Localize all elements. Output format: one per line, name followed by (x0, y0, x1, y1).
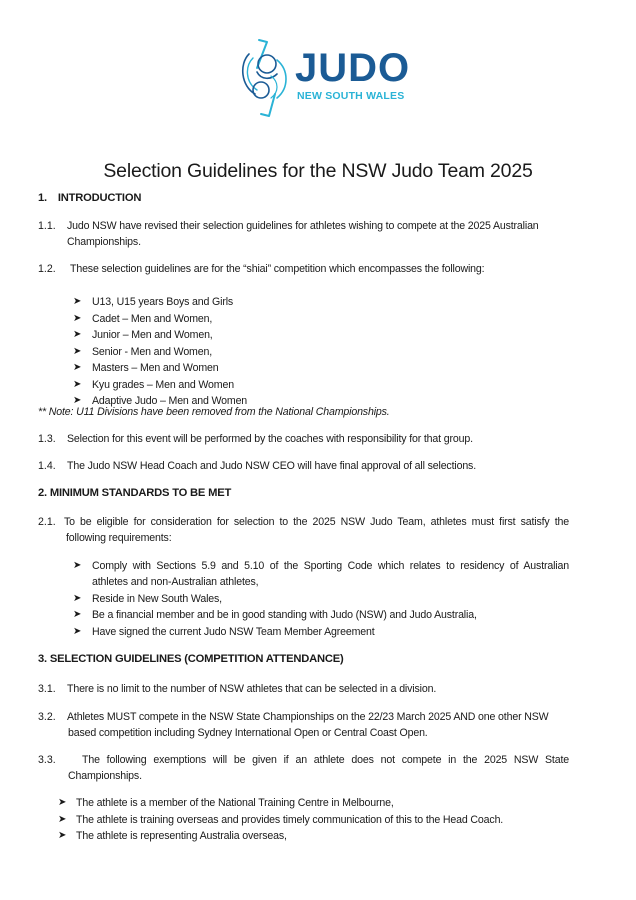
section-1-number: 1. (38, 192, 47, 204)
item-number: 1.4. (38, 460, 56, 472)
page-title: Selection Guidelines for the NSW Judo Team 2025 (103, 160, 533, 182)
section-3-heading: 3. SELECTION GUIDELINES (COMPETITION ATTENDANCE) (38, 653, 344, 665)
arrow-bullet-icon: ➤ (73, 379, 82, 390)
judo-nsw-logo (235, 36, 411, 120)
paragraph-line: based competition including Sydney International Open or Central Coast Open. (68, 727, 428, 739)
paragraph-line: following requirements: (66, 532, 172, 544)
list-item: The athlete is representing Australia overseas, (76, 830, 287, 842)
list-item: Kyu grades – Men and Women (92, 379, 234, 391)
section-2-heading: 2. MINIMUM STANDARDS TO BE MET (38, 487, 232, 499)
arrow-bullet-icon: ➤ (73, 296, 82, 307)
list-item: Be a financial member and be in good standing with Judo (NSW) and Judo Australia, (92, 609, 477, 621)
paragraph-line: The Judo NSW Head Coach and Judo NSW CEO will have final approval of all selections. (67, 460, 476, 472)
paragraph-line: Selection for this event will be performed by the coaches with responsibility for that group. (67, 433, 473, 445)
item-number: 3.3. (38, 754, 56, 766)
arrow-bullet-icon: ➤ (73, 362, 82, 373)
paragraph-line: The following exemptions will be given if an athlete does not compete in the 2025 NSW State (82, 754, 569, 766)
paragraph-line: Championships. (68, 770, 142, 782)
paragraph-line: Judo NSW have revised their selection guidelines for athletes wishing to compete at the 2025 Australian (67, 220, 539, 232)
arrow-bullet-icon: ➤ (73, 593, 82, 604)
list-item: Senior - Men and Women, (92, 346, 213, 358)
arrow-bullet-icon: ➤ (73, 560, 82, 571)
item-number: 1.3. (38, 433, 56, 445)
arrow-bullet-icon: ➤ (73, 313, 82, 324)
arrow-bullet-icon: ➤ (73, 626, 82, 637)
item-number: 2.1. (38, 516, 56, 528)
list-item: U13, U15 years Boys and Girls (92, 296, 234, 308)
item-number: 3.1. (38, 683, 56, 695)
note-text: ** Note: U11 Divisions have been removed from the National Championships. (38, 406, 390, 418)
item-number: 1.2. (38, 263, 56, 275)
list-item: Comply with Sections 5.9 and 5.10 of the Sporting Code which relates to residency of Australian (92, 560, 569, 572)
list-item: Masters – Men and Women (92, 362, 219, 374)
paragraph-line: Championships. (67, 236, 141, 248)
paragraph-line: These selection guidelines are for the “shiai” competition which encompasses the following: (70, 263, 485, 275)
arrow-bullet-icon: ➤ (58, 797, 67, 808)
paragraph-line: Athletes MUST compete in the NSW State Championships on the 22/23 March 2025 AND one other NSW (67, 711, 549, 723)
arrow-bullet-icon: ➤ (73, 329, 82, 340)
judo-figures-icon (235, 36, 297, 120)
list-item-continuation: athletes and non-Australian athletes, (92, 576, 259, 588)
list-item: Have signed the current Judo NSW Team Member Agreement (92, 626, 375, 638)
list-item: Cadet – Men and Women, (92, 313, 213, 325)
item-number: 3.2. (38, 711, 56, 723)
section-1-heading (38, 192, 141, 204)
list-item: Adaptive Judo – Men and Women (92, 395, 248, 407)
item-number: 1.1. (38, 220, 56, 232)
arrow-bullet-icon: ➤ (58, 814, 67, 825)
list-item: Junior – Men and Women, (92, 329, 213, 341)
list-item: The athlete is a member of the National Training Centre in Melbourne, (76, 797, 394, 809)
arrow-bullet-icon: ➤ (73, 609, 82, 620)
section-1-title: INTRODUCTION (57, 192, 142, 204)
logo-wordmark: JUDO (295, 46, 411, 90)
paragraph-line: There is no limit to the number of NSW athletes that can be selected in a division. (67, 683, 437, 695)
list-item: Reside in New South Wales, (92, 593, 222, 605)
list-item: The athlete is training overseas and provides timely communication of this to the Head Coach. (76, 814, 504, 826)
arrow-bullet-icon: ➤ (73, 395, 82, 406)
logo-subtitle: NEW SOUTH WALES (297, 90, 405, 102)
arrow-bullet-icon: ➤ (58, 830, 67, 841)
paragraph-line: To be eligible for consideration for selection to the 2025 NSW Judo Team, athletes must first satisfy the (64, 516, 569, 528)
arrow-bullet-icon: ➤ (73, 346, 82, 357)
